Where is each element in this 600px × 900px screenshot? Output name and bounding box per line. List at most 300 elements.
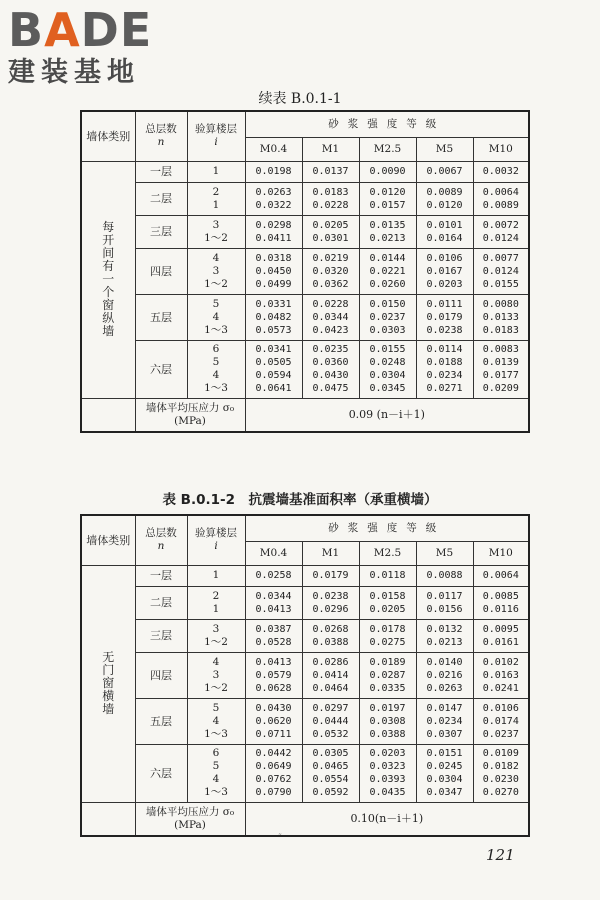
area-ratio-cell <box>416 698 473 744</box>
area-ratio-value: 0.0221 <box>369 265 406 277</box>
check-floor-value: 6 <box>212 343 220 355</box>
area-ratio-value: 0.0241 <box>482 682 519 694</box>
check-floor-value: 3 <box>212 264 220 277</box>
area-ratio-value: 0.0345 <box>369 383 406 394</box>
area-ratio-value: 0.0649 <box>255 761 292 772</box>
area-ratio-value: 0.0344 <box>312 311 349 323</box>
check-floor-cell <box>187 215 245 248</box>
area-ratio-value: 0.0532 <box>312 728 349 740</box>
area-ratio-value: 0.0228 <box>312 298 349 310</box>
area-ratio-value: 0.0260 <box>369 278 406 290</box>
area-ratio-cell <box>302 652 359 698</box>
area-ratio-cell <box>473 161 529 182</box>
grade-header: M2.5 <box>359 541 416 565</box>
logo-wordmark: BADE <box>8 3 153 57</box>
header-check-floor: 验算楼层 i <box>187 111 245 161</box>
area-ratio-value: 0.0140 <box>426 656 463 668</box>
area-ratio-value: 0.0067 <box>426 166 463 177</box>
table-row <box>81 215 529 248</box>
area-ratio-value: 0.0286 <box>312 656 349 668</box>
area-ratio-value: 0.0237 <box>369 311 406 323</box>
area-ratio-value: 0.0414 <box>312 669 349 681</box>
area-ratio-value: 0.0077 <box>482 252 519 264</box>
area-ratio-cell <box>245 619 302 652</box>
check-floor-value: 1～2 <box>204 277 228 290</box>
area-ratio-value: 0.0298 <box>255 219 292 231</box>
area-ratio-value: 0.0263 <box>255 186 292 198</box>
check-floor-value: 5 <box>212 760 220 772</box>
table1-body <box>81 161 529 432</box>
area-ratio-value: 0.0341 <box>255 344 292 355</box>
check-floor-cell <box>187 619 245 652</box>
area-ratio-value: 0.0213 <box>426 636 463 648</box>
total-floors-cell: 四层 <box>135 248 187 294</box>
area-ratio-value: 0.0762 <box>255 774 292 785</box>
grade-header: M10 <box>473 137 529 161</box>
area-ratio-value: 0.0592 <box>312 787 349 798</box>
area-ratio-cell <box>245 340 302 398</box>
area-ratio-value: 0.0435 <box>369 787 406 798</box>
check-floor-cell <box>187 565 245 586</box>
area-ratio-value: 0.0120 <box>369 186 406 198</box>
area-ratio-cell <box>473 565 529 586</box>
area-ratio-value: 0.0135 <box>369 219 406 231</box>
table-row <box>81 586 529 619</box>
check-floor-value: 1～3 <box>204 382 228 394</box>
check-floor-cell <box>187 248 245 294</box>
area-ratio-value: 0.0303 <box>369 324 406 336</box>
total-floors-cell: 三层 <box>135 619 187 652</box>
area-ratio-value: 0.0482 <box>255 311 292 323</box>
area-ratio-value: 0.0178 <box>369 623 406 635</box>
area-ratio-cell <box>245 744 302 802</box>
area-ratio-value: 0.0095 <box>482 623 519 635</box>
grade-header: M5 <box>416 541 473 565</box>
area-ratio-value: 0.0234 <box>426 715 463 727</box>
area-ratio-value: 0.0213 <box>369 232 406 244</box>
table-row <box>81 698 529 744</box>
check-floor-value: 1 <box>212 198 220 211</box>
area-ratio-value: 0.0147 <box>426 702 463 714</box>
check-floor-value: 1 <box>212 165 220 177</box>
area-ratio-value: 0.0032 <box>482 166 519 177</box>
check-floor-value: 5 <box>212 356 220 368</box>
area-ratio-cell <box>245 565 302 586</box>
blank-cell <box>81 802 135 836</box>
area-ratio-value: 0.0117 <box>426 590 463 602</box>
area-ratio-value: 0.0111 <box>426 298 463 310</box>
area-ratio-cell <box>302 161 359 182</box>
area-ratio-cell <box>416 340 473 398</box>
area-ratio-value: 0.0304 <box>369 370 406 381</box>
area-ratio-value: 0.0430 <box>312 370 349 381</box>
area-ratio-value: 0.0271 <box>426 383 463 394</box>
check-floor-value: 4 <box>212 714 220 727</box>
table-row <box>81 340 529 398</box>
area-ratio-value: 0.0219 <box>312 252 349 264</box>
area-ratio-value: 0.0475 <box>312 383 349 394</box>
table-row <box>81 744 529 802</box>
area-ratio-value: 0.0579 <box>255 669 292 681</box>
area-ratio-value: 0.0163 <box>482 669 519 681</box>
area-ratio-value: 0.0106 <box>482 702 519 714</box>
area-ratio-value: 0.0124 <box>482 232 519 244</box>
area-ratio-value: 0.0089 <box>426 186 463 198</box>
area-ratio-cell <box>416 744 473 802</box>
area-ratio-cell <box>416 161 473 182</box>
average-stress-label: 墙体平均压应力 σ₀ (MPa) <box>135 802 245 836</box>
area-ratio-cell <box>473 340 529 398</box>
total-floors-cell: 一层 <box>135 565 187 586</box>
area-ratio-cell <box>416 215 473 248</box>
area-ratio-value: 0.0183 <box>482 324 519 336</box>
area-ratio-cell <box>245 586 302 619</box>
area-ratio-value: 0.0594 <box>255 370 292 381</box>
area-ratio-value: 0.0573 <box>255 324 292 336</box>
area-ratio-cell <box>416 248 473 294</box>
area-ratio-value: 0.0304 <box>426 774 463 785</box>
total-floors-cell: 二层 <box>135 586 187 619</box>
area-ratio-value: 0.0305 <box>312 748 349 759</box>
area-ratio-value: 0.0109 <box>482 748 519 759</box>
check-floor-cell <box>187 698 245 744</box>
area-ratio-cell <box>359 698 416 744</box>
area-ratio-cell <box>302 744 359 802</box>
table-row <box>81 652 529 698</box>
area-ratio-value: 0.0387 <box>255 623 292 635</box>
area-ratio-cell <box>416 586 473 619</box>
area-ratio-cell <box>302 340 359 398</box>
area-ratio-value: 0.0085 <box>482 590 519 602</box>
check-floor-value: 3 <box>212 218 220 231</box>
scan-mark: ˜ <box>278 833 282 842</box>
area-ratio-cell <box>302 215 359 248</box>
area-ratio-value: 0.0790 <box>255 787 292 798</box>
check-floor-value: 6 <box>212 747 220 759</box>
check-floor-cell <box>187 652 245 698</box>
grade-header: M0.4 <box>245 137 302 161</box>
area-ratio-cell <box>473 182 529 215</box>
area-ratio-cell <box>416 294 473 340</box>
area-ratio-value: 0.0151 <box>426 748 463 759</box>
area-ratio-value: 0.0144 <box>369 252 406 264</box>
grade-header: M10 <box>473 541 529 565</box>
grade-header: M5 <box>416 137 473 161</box>
area-ratio-value: 0.0155 <box>369 344 406 355</box>
area-ratio-value: 0.0413 <box>255 603 292 615</box>
area-ratio-cell <box>245 182 302 215</box>
area-ratio-value: 0.0164 <box>426 232 463 244</box>
bade-logo <box>8 4 178 96</box>
stress-row <box>81 802 529 836</box>
area-ratio-value: 0.0287 <box>369 669 406 681</box>
area-ratio-value: 0.0080 <box>482 298 519 310</box>
area-ratio-cell <box>245 652 302 698</box>
area-ratio-value: 0.0499 <box>255 278 292 290</box>
check-floor-value: 1 <box>212 602 220 615</box>
area-ratio-value: 0.0139 <box>482 357 519 368</box>
area-ratio-value: 0.0362 <box>312 278 349 290</box>
area-ratio-value: 0.0150 <box>369 298 406 310</box>
grade-header: M1 <box>302 541 359 565</box>
area-ratio-value: 0.0161 <box>482 636 519 648</box>
stress-row <box>81 398 529 432</box>
area-ratio-cell <box>359 340 416 398</box>
check-floor-value: 1～3 <box>204 727 228 740</box>
check-floor-value: 4 <box>212 655 220 668</box>
area-ratio-value: 0.0106 <box>426 252 463 264</box>
area-ratio-cell <box>359 248 416 294</box>
area-ratio-value: 0.0423 <box>312 324 349 336</box>
header-total-floors: 总层数 n <box>135 515 187 565</box>
area-ratio-value: 0.0137 <box>312 166 349 177</box>
area-ratio-value: 0.0620 <box>255 715 292 727</box>
logo-subtitle: 建装基地 <box>8 57 140 88</box>
header-category: 墙体类别 <box>81 515 135 565</box>
table1 <box>80 110 530 433</box>
area-ratio-value: 0.0641 <box>255 383 292 394</box>
area-ratio-value: 0.0347 <box>426 787 463 798</box>
area-ratio-value: 0.0528 <box>255 636 292 648</box>
page-number: 121 <box>486 846 515 864</box>
table2 <box>80 514 530 837</box>
check-floor-value: 1～2 <box>204 231 228 244</box>
total-floors-cell: 二层 <box>135 182 187 215</box>
area-ratio-value: 0.0450 <box>255 265 292 277</box>
area-ratio-value: 0.0297 <box>312 702 349 714</box>
grade-header: M2.5 <box>359 137 416 161</box>
check-floor-value: 1～2 <box>204 635 228 648</box>
area-ratio-value: 0.0116 <box>482 603 519 615</box>
area-ratio-value: 0.0275 <box>369 636 406 648</box>
area-ratio-cell <box>359 744 416 802</box>
area-ratio-value: 0.0331 <box>255 298 292 310</box>
check-floor-cell <box>187 294 245 340</box>
area-ratio-value: 0.0245 <box>426 761 463 772</box>
header-total-floors: 总层数 n <box>135 111 187 161</box>
area-ratio-cell <box>302 619 359 652</box>
area-ratio-value: 0.0307 <box>426 728 463 740</box>
area-ratio-value: 0.0258 <box>255 570 292 581</box>
table-row <box>81 161 529 182</box>
area-ratio-cell <box>359 161 416 182</box>
area-ratio-cell <box>245 161 302 182</box>
area-ratio-value: 0.0237 <box>482 728 519 740</box>
area-ratio-cell <box>302 698 359 744</box>
area-ratio-value: 0.0238 <box>426 324 463 336</box>
grade-header: M0.4 <box>245 541 302 565</box>
check-floor-cell <box>187 340 245 398</box>
area-ratio-value: 0.0189 <box>369 656 406 668</box>
area-ratio-value: 0.0156 <box>426 603 463 615</box>
area-ratio-value: 0.0088 <box>426 570 463 581</box>
area-ratio-value: 0.0124 <box>482 265 519 277</box>
area-ratio-cell <box>245 248 302 294</box>
check-floor-cell <box>187 161 245 182</box>
table-row <box>81 294 529 340</box>
check-floor-value: 3 <box>212 622 220 635</box>
check-floor-value: 5 <box>212 701 220 714</box>
total-floors-cell: 三层 <box>135 215 187 248</box>
area-ratio-cell <box>302 586 359 619</box>
area-ratio-value: 0.0430 <box>255 702 292 714</box>
area-ratio-value: 0.0179 <box>426 311 463 323</box>
area-ratio-value: 0.0268 <box>312 623 349 635</box>
area-ratio-value: 0.0158 <box>369 590 406 602</box>
area-ratio-value: 0.0183 <box>312 186 349 198</box>
area-ratio-value: 0.0323 <box>369 761 406 772</box>
total-floors-cell: 六层 <box>135 340 187 398</box>
area-ratio-cell <box>359 215 416 248</box>
area-ratio-value: 0.0238 <box>312 590 349 602</box>
area-ratio-value: 0.0182 <box>482 761 519 772</box>
area-ratio-cell <box>302 294 359 340</box>
area-ratio-value: 0.0133 <box>482 311 519 323</box>
area-ratio-cell <box>302 248 359 294</box>
table1-caption: 续表 B.0.1-1 <box>258 91 342 107</box>
header-mortar-grade: 砂浆强度等级 <box>245 515 529 541</box>
check-floor-value: 4 <box>212 251 220 264</box>
area-ratio-cell <box>245 294 302 340</box>
area-ratio-cell <box>473 619 529 652</box>
wall-category-cell <box>81 161 135 398</box>
area-ratio-cell <box>473 586 529 619</box>
area-ratio-value: 0.0464 <box>312 682 349 694</box>
area-ratio-value: 0.0505 <box>255 357 292 368</box>
table2-header <box>81 515 529 565</box>
area-ratio-cell <box>359 586 416 619</box>
area-ratio-value: 0.0296 <box>312 603 349 615</box>
area-ratio-value: 0.0102 <box>482 656 519 668</box>
check-floor-value: 4 <box>212 773 220 785</box>
check-floor-cell <box>187 744 245 802</box>
area-ratio-cell <box>359 294 416 340</box>
check-floor-value: 2 <box>212 589 220 602</box>
area-ratio-value: 0.0388 <box>312 636 349 648</box>
table-row <box>81 248 529 294</box>
area-ratio-cell <box>473 294 529 340</box>
header-category: 墙体类别 <box>81 111 135 161</box>
total-floors-cell: 五层 <box>135 294 187 340</box>
area-ratio-value: 0.0360 <box>312 357 349 368</box>
area-ratio-value: 0.0197 <box>369 702 406 714</box>
area-ratio-value: 0.0711 <box>255 728 292 740</box>
area-ratio-value: 0.0393 <box>369 774 406 785</box>
area-ratio-value: 0.0444 <box>312 715 349 727</box>
area-ratio-cell <box>359 182 416 215</box>
area-ratio-value: 0.0089 <box>482 199 519 211</box>
area-ratio-cell <box>473 215 529 248</box>
area-ratio-cell <box>416 565 473 586</box>
area-ratio-value: 0.0248 <box>369 357 406 368</box>
area-ratio-value: 0.0628 <box>255 682 292 694</box>
area-ratio-value: 0.0344 <box>255 590 292 602</box>
area-ratio-value: 0.0322 <box>255 199 292 211</box>
area-ratio-value: 0.0388 <box>369 728 406 740</box>
area-ratio-value: 0.0465 <box>312 761 349 772</box>
area-ratio-value: 0.0157 <box>369 199 406 211</box>
check-floor-value: 1～2 <box>204 681 228 694</box>
area-ratio-value: 0.0072 <box>482 219 519 231</box>
area-ratio-value: 0.0174 <box>482 715 519 727</box>
total-floors-cell: 四层 <box>135 652 187 698</box>
area-ratio-value: 0.0228 <box>312 199 349 211</box>
area-ratio-cell <box>302 565 359 586</box>
wall-category-cell <box>81 565 135 802</box>
area-ratio-value: 0.0203 <box>426 278 463 290</box>
table2-caption: 表 B.0.1-2 抗震墙基准面积率（承重横墙） <box>162 492 438 508</box>
area-ratio-value: 0.0308 <box>369 715 406 727</box>
area-ratio-value: 0.0114 <box>426 344 463 355</box>
table1-header <box>81 111 529 161</box>
grade-header: M1 <box>302 137 359 161</box>
area-ratio-cell <box>245 698 302 744</box>
total-floors-cell: 一层 <box>135 161 187 182</box>
area-ratio-value: 0.0263 <box>426 682 463 694</box>
check-floor-value: 4 <box>212 369 220 381</box>
area-ratio-value: 0.0203 <box>369 748 406 759</box>
area-ratio-value: 0.0318 <box>255 252 292 264</box>
average-stress-formula: 0.09 (n－i＋1) <box>245 398 529 432</box>
area-ratio-cell <box>302 182 359 215</box>
area-ratio-cell <box>359 565 416 586</box>
check-floor-value: 3 <box>212 668 220 681</box>
area-ratio-value: 0.0216 <box>426 669 463 681</box>
area-ratio-value: 0.0335 <box>369 682 406 694</box>
area-ratio-cell <box>473 652 529 698</box>
average-stress-formula: 0.10(n－i＋1) <box>245 802 529 836</box>
check-floor-value: 4 <box>212 310 220 323</box>
area-ratio-cell <box>359 619 416 652</box>
area-ratio-value: 0.0205 <box>312 219 349 231</box>
area-ratio-value: 0.0083 <box>482 344 519 355</box>
area-ratio-cell <box>245 215 302 248</box>
wall-category-label: 每 开 间 有 一 个 窗 纵 墙 <box>102 220 115 338</box>
area-ratio-value: 0.0132 <box>426 623 463 635</box>
header-check-floor: 验算楼层 i <box>187 515 245 565</box>
area-ratio-value: 0.0101 <box>426 219 463 231</box>
area-ratio-value: 0.0230 <box>482 774 519 785</box>
area-ratio-value: 0.0411 <box>255 232 292 244</box>
area-ratio-value: 0.0118 <box>369 570 406 581</box>
table-row <box>81 619 529 652</box>
header-mortar-grade: 砂浆强度等级 <box>245 111 529 137</box>
check-floor-cell <box>187 182 245 215</box>
area-ratio-value: 0.0209 <box>482 383 519 394</box>
check-floor-value: 1～3 <box>204 786 228 798</box>
area-ratio-value: 0.0270 <box>482 787 519 798</box>
check-floor-value: 5 <box>212 297 220 310</box>
area-ratio-value: 0.0205 <box>369 603 406 615</box>
wall-category-label: 无 门 窗 横 墙 <box>102 650 115 716</box>
area-ratio-cell <box>473 698 529 744</box>
blank-cell <box>81 398 135 432</box>
area-ratio-value: 0.0413 <box>255 656 292 668</box>
area-ratio-value: 0.0234 <box>426 370 463 381</box>
area-ratio-cell <box>473 744 529 802</box>
check-floor-value: 1～3 <box>204 323 228 336</box>
area-ratio-value: 0.0554 <box>312 774 349 785</box>
area-ratio-value: 0.0167 <box>426 265 463 277</box>
area-ratio-cell <box>416 652 473 698</box>
area-ratio-value: 0.0301 <box>312 232 349 244</box>
table2-body <box>81 565 529 836</box>
area-ratio-value: 0.0198 <box>255 166 292 177</box>
area-ratio-value: 0.0179 <box>312 570 349 581</box>
table-row <box>81 565 529 586</box>
area-ratio-value: 0.0320 <box>312 265 349 277</box>
total-floors-cell: 五层 <box>135 698 187 744</box>
